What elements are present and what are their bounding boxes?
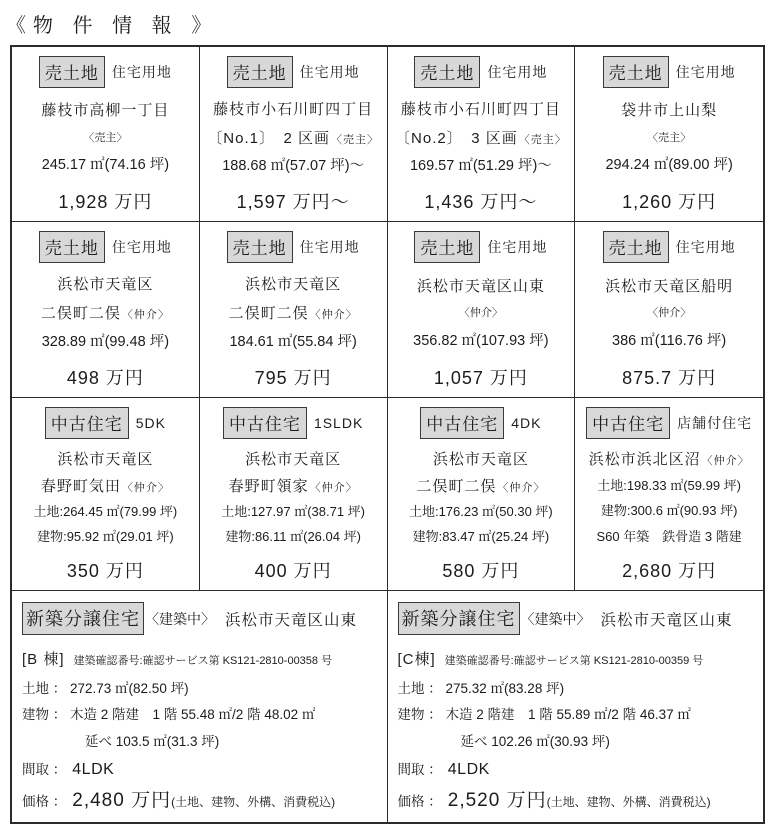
- new-build-header: [22, 602, 377, 635]
- property-line: 294.24 ㎡(89.00 坪): [605, 156, 733, 173]
- property-line: 土地:198.33 ㎡(59.99 坪): [597, 478, 742, 493]
- category-badge: 売土地: [603, 231, 669, 263]
- property-line: 土地:264.45 ㎡(79.99 坪): [33, 504, 178, 520]
- layout-value: 4LDK: [447, 760, 490, 778]
- used-house-row: [12, 398, 763, 591]
- price-label: 価格 ：: [22, 793, 67, 809]
- price-value: 2,520 万円: [447, 789, 547, 811]
- property-line: 386 ㎡(116.76 坪): [612, 332, 727, 349]
- property-card: [12, 398, 200, 590]
- property-card: [575, 222, 763, 397]
- property-line: 浜松市天竜区山東: [416, 277, 545, 295]
- property-line: 土地:127.97 ㎡(38.71 坪): [221, 504, 366, 520]
- category-tag: 住宅用地: [111, 64, 172, 80]
- property-line: 袋井市上山梨: [621, 102, 718, 120]
- card-header: [603, 56, 736, 88]
- building-total-area-line: 延べ 102.26 ㎡(30.93 坪): [460, 733, 610, 749]
- price: 1,057 万円: [433, 368, 528, 388]
- price: 498 万円: [66, 368, 144, 388]
- category-badge: 売土地: [39, 56, 105, 88]
- property-line: 二俣町二俣〈仲介〉: [416, 478, 546, 496]
- card-body: [203, 90, 384, 186]
- property-line: 春野町気田〈仲介〉: [40, 478, 170, 496]
- category-tag: 住宅用地: [299, 64, 360, 80]
- category-tag: 5DK: [135, 415, 166, 431]
- construction-status: 〈建築中〉: [145, 610, 215, 627]
- unit-line: [398, 648, 754, 669]
- card-header: [603, 231, 736, 263]
- card-header: [45, 407, 166, 439]
- card-body: [203, 441, 384, 555]
- property-card: [200, 222, 388, 397]
- property-line: 浜松市天竜区船明: [605, 277, 734, 295]
- category-badge: 売土地: [227, 231, 293, 263]
- category-badge: 売土地: [227, 56, 293, 88]
- property-line: 浜松市天竜区: [432, 450, 529, 468]
- property-line: 〔No.2〕 3 区画〈売主〉: [395, 129, 567, 147]
- property-card: [12, 222, 200, 397]
- broker-marker: 〈仲介〉: [121, 309, 170, 322]
- category-badge: 売土地: [414, 56, 480, 88]
- property-card: [388, 398, 576, 590]
- broker-marker: 〈仲介〉: [701, 455, 750, 468]
- category-tag: 店舗付住宅: [677, 415, 753, 431]
- price-note: (土地、建物、外構、消費税込): [546, 794, 711, 809]
- property-line: 建物:95.92 ㎡(29.01 坪): [37, 529, 174, 545]
- construction-status: 〈建築中〉: [520, 610, 591, 627]
- category-tag: 住宅用地: [675, 239, 736, 255]
- land-row-2: [12, 222, 763, 398]
- card-header: [414, 231, 547, 263]
- new-build-header: [398, 602, 754, 635]
- card-body: [391, 441, 572, 555]
- building-confirmation-number: 建築確認番号:確認サービス第 KS121-2810-00358 号: [73, 655, 333, 667]
- property-line: 184.61 ㎡(55.84 坪): [229, 333, 357, 350]
- property-card: [575, 47, 763, 221]
- unit-line: [22, 648, 377, 669]
- property-line: 〈仲介〉: [458, 307, 503, 320]
- card-header: [227, 231, 360, 263]
- broker-marker: 〈仲介〉: [121, 482, 170, 495]
- property-line: 〈売主〉: [83, 131, 128, 144]
- building-confirmation-number: 建築確認番号:確認サービス第 KS121-2810-00359 号: [444, 655, 704, 667]
- category-tag: 1SLDK: [313, 415, 364, 431]
- card-header: [420, 407, 541, 439]
- property-line: 二俣町二俣〈仲介〉: [40, 305, 170, 323]
- price: 1,436 万円〜: [424, 192, 538, 212]
- price: 1,597 万円〜: [236, 192, 350, 212]
- broker-marker: 〈仲介〉: [309, 482, 358, 495]
- property-board: [10, 45, 765, 824]
- property-line: 328.89 ㎡(99.48 坪): [41, 333, 170, 350]
- card-body: [15, 90, 196, 186]
- card-body: [15, 441, 196, 555]
- broker-marker: 〈仲介〉: [497, 482, 546, 495]
- property-line: 245.17 ㎡(74.16 坪): [41, 156, 170, 173]
- new-build-card-b: [12, 591, 388, 822]
- property-card: [575, 398, 763, 590]
- property-line: 藤枝市高柳一丁目: [41, 102, 170, 120]
- building-total-area-line: 延べ 103.5 ㎡(31.3 坪): [85, 733, 220, 749]
- card-header: [39, 231, 172, 263]
- card-body: [578, 441, 760, 555]
- property-line: 土地:176.23 ㎡(50.30 坪): [408, 504, 553, 520]
- property-line: 〔No.1〕 2 区画〈売主〉: [207, 129, 379, 147]
- property-line: 春野町領家〈仲介〉: [228, 478, 358, 496]
- new-build-card-c: [388, 591, 764, 822]
- price-label: 価格 ：: [397, 793, 442, 809]
- layout-line: [398, 758, 754, 779]
- layout-label: 間取 ：: [22, 761, 67, 777]
- card-body: [203, 265, 384, 362]
- land-area-line: 土地 ： 275.32 ㎡(83.28 坪): [397, 681, 565, 696]
- property-line: 188.68 ㎡(57.07 坪)〜: [222, 158, 365, 175]
- category-tag: 住宅用地: [675, 64, 736, 80]
- property-line: 〈仲介〉: [647, 307, 692, 320]
- land-area-line: 土地 ： 272.73 ㎡(82.50 坪): [22, 681, 189, 696]
- property-line: 356.82 ㎡(107.93 坪): [413, 332, 549, 349]
- card-body: [578, 90, 760, 186]
- layout-line: [22, 758, 377, 779]
- property-line: 浜松市天竜区: [245, 450, 342, 468]
- new-build-row: [12, 591, 763, 822]
- price: 1,260 万円: [622, 192, 717, 212]
- category-tag: 4DK: [511, 415, 542, 431]
- layout-value: 4LDK: [72, 760, 115, 778]
- card-header: [223, 407, 363, 439]
- category-tag: 住宅用地: [487, 64, 548, 80]
- property-line: 二俣町二俣〈仲介〉: [228, 305, 358, 323]
- property-line: 浜松市天竜区: [245, 276, 342, 294]
- category-tag: 住宅用地: [111, 239, 172, 255]
- category-badge: 新築分譲住宅: [398, 602, 520, 635]
- building-area-line: 建物 ： 木造 2 階建 1 階 55.48 ㎡/2 階 48.02 ㎡: [22, 707, 316, 723]
- category-badge: 中古住宅: [586, 407, 670, 439]
- property-line: 169.57 ㎡(51.29 坪)〜: [409, 158, 552, 175]
- category-tag: 住宅用地: [299, 239, 360, 255]
- property-line: 藤枝市小石川町四丁目: [400, 101, 561, 119]
- property-card: [388, 47, 576, 221]
- broker-marker: 〈仲介〉: [309, 309, 358, 322]
- property-line: 藤枝市小石川町四丁目: [213, 101, 374, 119]
- property-line: 浜松市天竜区: [57, 450, 154, 468]
- property-location: 浜松市天竜区山東: [225, 611, 358, 629]
- price-note: (土地、建物、外構、消費税込): [171, 794, 336, 809]
- layout-label: 間取 ：: [397, 761, 442, 777]
- price: 580 万円: [442, 561, 520, 581]
- page-title: 《物 件 情 報 》: [6, 15, 219, 37]
- property-card: [388, 222, 576, 397]
- price-value: 2,480 万円: [72, 789, 172, 811]
- property-line: 〈売主〉: [647, 131, 692, 144]
- price: 795 万円: [254, 368, 332, 388]
- card-header: [414, 56, 547, 88]
- property-line: 建物:83.47 ㎡(25.24 坪): [412, 529, 550, 545]
- category-badge: 中古住宅: [45, 407, 129, 439]
- building-area-line: 建物 ： 木造 2 階建 1 階 55.89 ㎡/2 階 46.37 ㎡: [397, 707, 691, 723]
- property-card: [12, 47, 200, 221]
- property-line: 浜松市浜北区沼〈仲介〉: [588, 451, 750, 469]
- property-line: S60 年築 鉄骨造 3 階建: [596, 528, 742, 544]
- category-badge: 新築分譲住宅: [22, 602, 144, 635]
- land-row-1: [12, 47, 763, 222]
- price: 2,680 万円: [622, 561, 717, 581]
- category-badge: 売土地: [414, 231, 480, 263]
- category-tag: 住宅用地: [487, 239, 548, 255]
- broker-marker: 〈売主〉: [330, 133, 379, 146]
- property-line: 建物:86.11 ㎡(26.04 坪): [225, 529, 361, 545]
- price-line: [398, 785, 754, 812]
- unit-name: [C棟]: [397, 651, 436, 668]
- price: 350 万円: [66, 561, 144, 581]
- card-body: [15, 265, 196, 362]
- price: 400 万円: [254, 561, 332, 581]
- property-line: 建物:300.6 ㎡(90.93 坪): [600, 503, 738, 519]
- card-body: [391, 265, 572, 362]
- card-body: [391, 90, 572, 186]
- unit-name: [B 棟]: [22, 651, 65, 668]
- card-header: [586, 407, 752, 439]
- card-body: [578, 265, 760, 362]
- broker-marker: 〈売主〉: [518, 133, 567, 146]
- category-badge: 中古住宅: [420, 407, 504, 439]
- card-header: [227, 56, 360, 88]
- price-line: [22, 785, 377, 812]
- category-badge: 中古住宅: [223, 407, 307, 439]
- card-header: [39, 56, 172, 88]
- category-badge: 売土地: [603, 56, 669, 88]
- property-location: 浜松市天竜区山東: [600, 611, 733, 629]
- property-line: 浜松市天竜区: [57, 276, 154, 294]
- property-card: [200, 398, 388, 590]
- category-badge: 売土地: [39, 231, 105, 263]
- property-card: [200, 47, 388, 221]
- price: 875.7 万円: [622, 368, 717, 388]
- price: 1,928 万円: [58, 192, 153, 212]
